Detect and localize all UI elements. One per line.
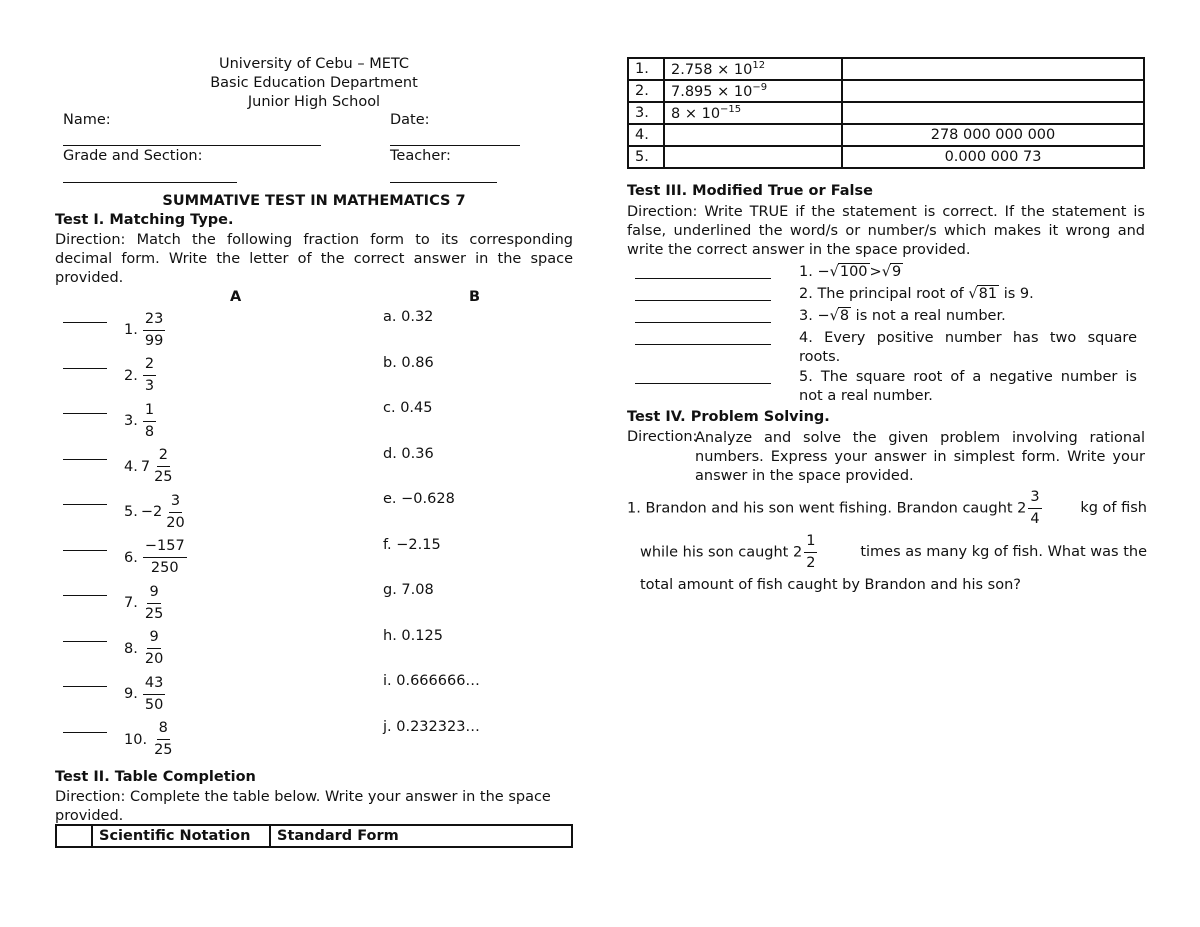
- whole-part: −2: [140, 504, 163, 520]
- matching-item: [0, 353, 600, 399]
- fraction: [143, 400, 156, 443]
- test3-direction: Direction: Write TRUE if the statement is correct. If the statement is false, underlined the word/s or number/s which makes it wrong and write the correct answer in the space provided.: [627, 204, 1145, 258]
- statement: [799, 368, 1137, 406]
- matching-item: [0, 671, 600, 717]
- grade-section-field[interactable]: [63, 182, 237, 183]
- statement-text: 4. Every positive number has two square roots.: [799, 330, 1137, 365]
- problem-text-c: while his son caught 2: [640, 544, 803, 560]
- matching-item: [0, 626, 600, 672]
- item-number: 10.: [124, 731, 148, 748]
- answer-blank[interactable]: [63, 686, 107, 687]
- answer-blank[interactable]: [63, 595, 107, 596]
- fraction-expression: [124, 353, 156, 399]
- standard-form-cell[interactable]: [842, 102, 1144, 124]
- item-number: 8.: [124, 640, 138, 657]
- name-label: Name:: [63, 112, 111, 128]
- choice-option: h. 0.125: [383, 627, 443, 644]
- problem-1: [627, 485, 1147, 593]
- matching-item: [0, 444, 600, 490]
- statement-text: 5. The square root of a negative number is not a real number.: [799, 369, 1137, 404]
- sci-base: 8 × 10: [671, 105, 721, 122]
- fraction: [164, 491, 186, 534]
- fraction-expression: [124, 489, 187, 535]
- row-number: 5.: [628, 146, 664, 168]
- numerator: 1: [143, 400, 156, 422]
- statement: [799, 285, 1137, 304]
- matching-item: [0, 580, 600, 626]
- answer-blank[interactable]: [63, 641, 107, 642]
- test1-title: Test I. Matching Type.: [55, 212, 234, 228]
- choice-option: c. 0.45: [383, 400, 433, 416]
- fraction-numerator: 1: [804, 531, 817, 553]
- table-row: [628, 102, 1144, 124]
- denominator: 99: [144, 332, 164, 349]
- numerator: 8: [157, 718, 170, 740]
- fraction-expression: [124, 671, 165, 717]
- item-number: 3.: [124, 413, 138, 429]
- name-field[interactable]: [63, 145, 321, 146]
- school-name: University of Cebu – METC: [218, 56, 410, 72]
- item-number: 7.: [124, 595, 138, 611]
- numerator: −157: [143, 536, 187, 558]
- scientific-notation-table: [627, 57, 1145, 169]
- problem-line-1: [627, 485, 1147, 531]
- statement-text: 1. −: [799, 264, 830, 280]
- table-header: [55, 824, 573, 848]
- sci-exponent: −15: [720, 104, 742, 116]
- choice-option: i. 0.666666…: [383, 673, 480, 689]
- department-name: Basic Education Department: [210, 75, 418, 91]
- denominator: 25: [154, 742, 173, 758]
- matching-item: [0, 307, 600, 353]
- denominator: 25: [154, 469, 173, 485]
- test1-direction: Direction: Match the following fraction form to its corresponding decimal form. Write the letter of the correct answer in the space provided.: [55, 232, 573, 286]
- sci-base: 2.758 × 10: [671, 61, 753, 78]
- problem-text-b: kg of fish: [1080, 500, 1147, 516]
- radical-symbol: √: [829, 264, 839, 280]
- whole-part: 7: [140, 458, 151, 475]
- answer-blank[interactable]: [63, 459, 107, 460]
- answer-blank[interactable]: [635, 300, 771, 301]
- answer-blank[interactable]: [635, 344, 771, 345]
- statement-text: 3. −: [799, 308, 830, 324]
- test2-direction: Direction: Complete the table below. Write your answer in the space provided.: [55, 789, 551, 824]
- numerator: 2: [157, 445, 170, 467]
- fraction: [152, 445, 174, 488]
- choice-option: e. −0.628: [383, 491, 455, 507]
- fraction: [143, 627, 165, 670]
- choice-option: f. −2.15: [383, 536, 441, 553]
- scientific-notation-header: Scientific Notation: [92, 825, 270, 847]
- table-row: [628, 58, 1144, 80]
- answer-blank[interactable]: [635, 383, 771, 384]
- fraction-expression: [124, 307, 165, 353]
- radicand: 100: [839, 264, 868, 280]
- statement: [799, 329, 1137, 367]
- answer-blank[interactable]: [635, 278, 771, 279]
- scientific-notation-cell: [664, 102, 842, 124]
- item-number: 4.: [124, 458, 138, 475]
- matching-item: [0, 398, 600, 444]
- statement-text-end: is 9.: [999, 286, 1034, 302]
- choice-option: b. 0.86: [383, 354, 434, 371]
- answer-blank[interactable]: [63, 322, 107, 323]
- denominator: 20: [144, 651, 164, 667]
- fraction: [143, 309, 165, 352]
- fraction-expression: [124, 535, 187, 581]
- radical-symbol: √: [881, 264, 891, 280]
- fraction: [143, 536, 187, 579]
- choice-option: j. 0.232323…: [383, 718, 480, 735]
- fraction-one-half: [804, 531, 817, 574]
- radicand: 81: [978, 286, 998, 302]
- test4-title: Test IV. Problem Solving.: [627, 409, 830, 425]
- standard-form-header: Standard Form: [270, 825, 572, 847]
- operator: >: [869, 264, 882, 280]
- item-number: 1.: [124, 322, 138, 338]
- standard-form-cell[interactable]: [842, 58, 1144, 80]
- teacher-field[interactable]: [390, 182, 497, 183]
- column-a-label: A: [230, 289, 242, 305]
- row-number: 4.: [628, 124, 664, 146]
- row-number: 1.: [628, 58, 664, 80]
- denominator: 25: [144, 605, 164, 622]
- radical-symbol: √: [968, 286, 978, 302]
- matching-item: [0, 717, 600, 763]
- item-number: 6.: [124, 549, 138, 566]
- fraction-expression: [124, 626, 165, 672]
- matching-item: [0, 489, 600, 535]
- sci-exponent: 12: [752, 60, 766, 72]
- radicand: 8: [839, 308, 850, 324]
- fraction-numerator: 3: [1028, 487, 1041, 509]
- denominator: 250: [150, 560, 179, 576]
- scientific-notation-cell[interactable]: [664, 146, 842, 168]
- fraction: [143, 673, 165, 716]
- statement: [799, 307, 1137, 326]
- problem-text-d: times as many kg of fish. What was the: [860, 544, 1147, 560]
- scientific-notation-cell[interactable]: [664, 124, 842, 146]
- numerator: 23: [143, 309, 165, 331]
- fraction: [143, 582, 165, 625]
- statement: [799, 263, 1137, 282]
- fraction-denominator: 2: [806, 554, 816, 571]
- item-number: 2.: [124, 367, 138, 384]
- choice-option: d. 0.36: [383, 445, 434, 462]
- choice-option: a. 0.32: [383, 309, 434, 325]
- numerator: 3: [169, 491, 182, 513]
- answer-blank[interactable]: [63, 413, 107, 414]
- test3-title: Test III. Modified True or False: [627, 183, 873, 199]
- standard-form-cell: 0.000 000 73: [842, 146, 1144, 168]
- row-number: 2.: [628, 80, 664, 102]
- teacher-label: Teacher:: [390, 148, 451, 164]
- problem-text-e: total amount of fish caught by Brandon and his son?: [640, 577, 1021, 593]
- table-row: [628, 80, 1144, 102]
- answer-blank[interactable]: [635, 322, 771, 323]
- numerator: 9: [147, 627, 160, 649]
- test-title: SUMMATIVE TEST IN MATHEMATICS 7: [162, 193, 466, 209]
- fraction-expression: [124, 444, 175, 490]
- statement-text: 2. The principal root of: [799, 286, 969, 302]
- test4-direction: Analyze and solve the given problem involving rational numbers. Express your answer in simplest form. Write your answer in the space provided.: [695, 430, 1145, 484]
- numerator: 2: [143, 354, 156, 376]
- fraction-denominator: 4: [1030, 510, 1040, 527]
- scientific-notation-cell: [664, 80, 842, 102]
- test2-title: Test II. Table Completion: [55, 769, 256, 785]
- fraction-expression: [124, 398, 156, 444]
- denominator: 50: [144, 696, 164, 713]
- item-number: 9.: [124, 686, 138, 702]
- date-field[interactable]: [390, 145, 520, 146]
- matching-item: [0, 535, 600, 581]
- number-header-cell: [56, 825, 92, 847]
- table-row: [628, 146, 1144, 168]
- school-level: Junior High School: [247, 94, 381, 110]
- denominator: 3: [144, 378, 155, 394]
- statement-text-end: is not a real number.: [851, 308, 1006, 324]
- denominator: 8: [144, 423, 155, 440]
- school-header: [55, 55, 573, 112]
- row-number: 3.: [628, 102, 664, 124]
- fraction: [143, 354, 156, 397]
- problem-line-2: [627, 531, 1147, 573]
- numerator: 9: [147, 582, 160, 604]
- standard-form-cell: 278 000 000 000: [842, 124, 1144, 146]
- fraction-three-fourths: [1028, 487, 1041, 530]
- fraction-expression: [124, 717, 175, 763]
- problem-text-a: 1. Brandon and his son went fishing. Brandon caught 2: [627, 500, 1027, 516]
- numerator: 43: [143, 673, 165, 695]
- choice-option: g. 7.08: [383, 582, 434, 598]
- radical-symbol: √: [829, 308, 839, 324]
- sci-exponent: −9: [752, 82, 768, 94]
- answer-blank[interactable]: [63, 504, 107, 505]
- column-b-label: B: [469, 289, 481, 305]
- denominator: 20: [166, 514, 185, 531]
- table-row: [628, 124, 1144, 146]
- fraction: [152, 718, 174, 761]
- item-number: 5.: [124, 504, 138, 520]
- scientific-notation-cell: [664, 58, 842, 80]
- test4-direction-label: Direction:: [627, 429, 698, 445]
- grade-section-label: Grade and Section:: [63, 148, 203, 164]
- answer-blank[interactable]: [63, 732, 107, 733]
- sci-base: 7.895 × 10: [671, 83, 753, 100]
- fraction-expression: [124, 580, 165, 626]
- answer-blank[interactable]: [63, 368, 107, 369]
- answer-blank[interactable]: [63, 550, 107, 551]
- radicand: 9: [891, 264, 902, 280]
- date-label: Date:: [390, 112, 430, 128]
- standard-form-cell[interactable]: [842, 80, 1144, 102]
